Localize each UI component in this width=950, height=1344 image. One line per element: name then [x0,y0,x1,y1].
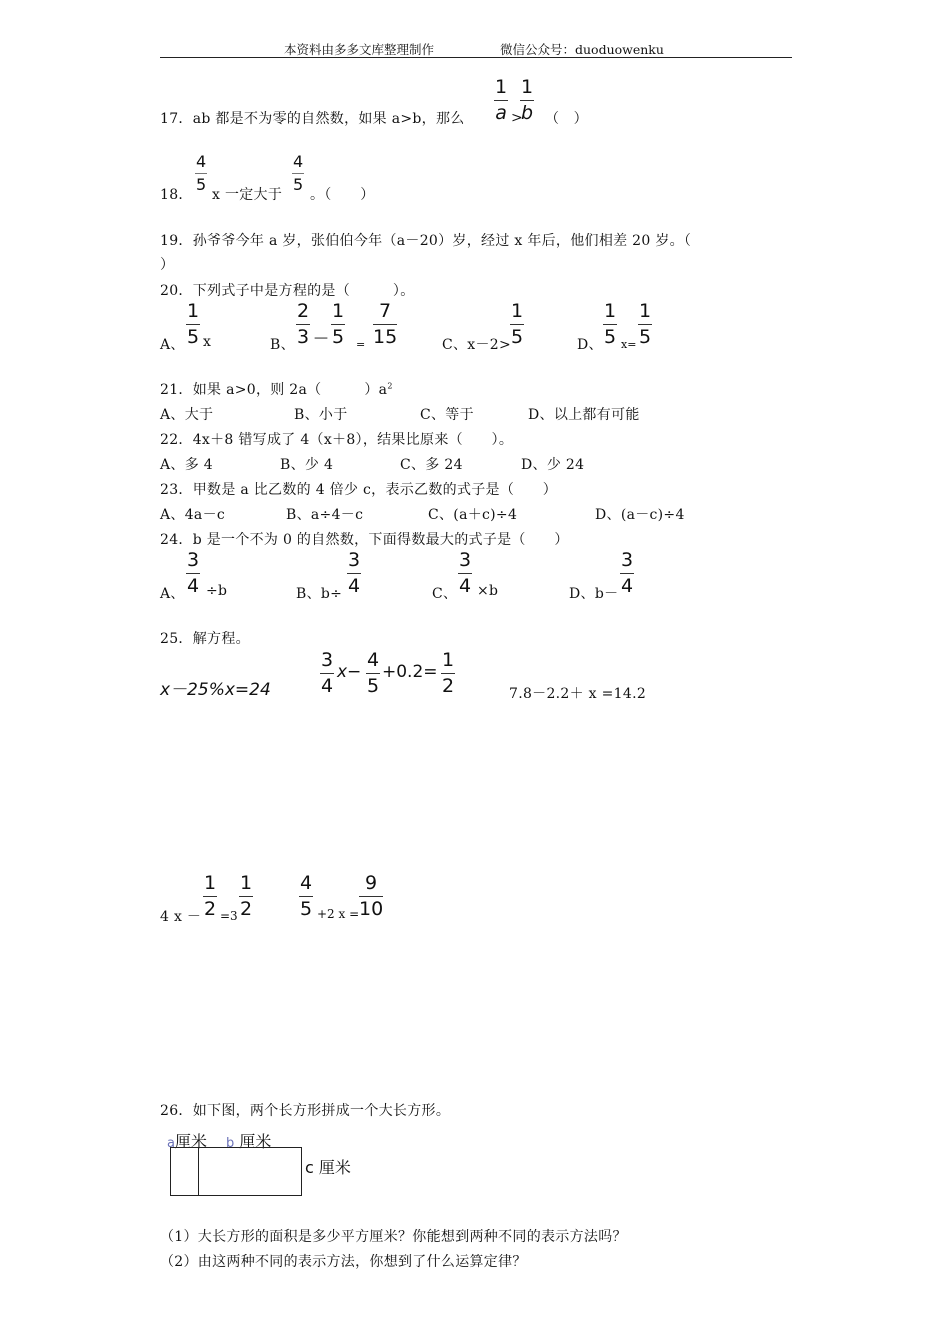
q25-eq5-f2-num: 9 [359,874,383,897]
q24-option-a-tail: ÷b [206,583,228,599]
q25-eq3: 7.8－2.2＋ x =14.2 [509,686,647,702]
q21-text [160,379,393,399]
q24-option-d-label: D、b－ [569,586,619,602]
q23-option-c: C、(a＋c)÷4 [428,507,518,523]
q26-sub2: （2）由这两种不同的表示方法，你想到了什么运算定律？ [160,1254,527,1270]
q17-paren: （ ） [545,111,588,127]
q24-option-c-tail: ×b [477,583,499,599]
q25-eq2-f3-den: 2 [442,675,455,697]
q22-option-c: C、多 24 [400,457,463,473]
q25-eq5-f2-den: 10 [359,898,384,920]
q17-gt: > [511,110,524,126]
q25-eq4-f2-den: 2 [240,898,253,920]
q20-option-b-frac3 [373,302,397,347]
q25-eq2-x: x− [337,662,362,682]
q25-eq4-pre: 4 x － [160,909,202,925]
q23-text: 23．甲数是 a 比乙数的 4 倍少 c，表示乙数的式子是（ ） [160,482,558,498]
q26-label-b-letter: b [226,1136,235,1151]
q20-text: 20．下列式子中是方程的是（ ）。 [160,283,415,299]
q24-b-num: 3 [347,551,361,574]
header-right: 微信公众号：duoduowenku [500,42,664,57]
q18-num: 18． [160,187,193,203]
q19-line1: 19．孙爷爷今年 a 岁，张伯伯今年（a－20）岁，经过 x 年后，他们相差 20 岁。（ [160,233,692,249]
q20-option-a-frac [186,302,200,347]
q26-sub1: （1）大长方形的面积是多少平方厘米？你能想到两种不同的表示方法吗？ [160,1229,627,1245]
q22-option-b: B、少 4 [280,457,334,473]
q20-option-b-frac2 [331,302,345,347]
header-rule [160,57,792,58]
q25-eq2-f1-den: 4 [321,675,334,697]
q18-frac2-num: 4 [292,154,304,174]
q20-c-num: 1 [510,302,524,325]
q18-frac1 [195,154,207,193]
q20-option-d-mid: x= [621,338,637,351]
q24-a-num: 3 [186,551,200,574]
q23-option-d: D、(a－c)÷4 [595,507,685,523]
header-left: 本资料由多多文库整理制作 [284,42,435,57]
q20-d1-den: 5 [604,326,617,348]
q25-eq5-f1-den: 5 [300,898,313,920]
q20-option-a-tail: x [203,334,212,350]
q18-frac2-den: 5 [293,175,304,194]
q26-text: 26．如下图，两个长方形拼成一个大长方形。 [160,1103,451,1119]
q20-option-d-label: D、 [577,337,603,353]
q20-d2-num: 1 [638,302,652,325]
q25-eq2-f1-num: 3 [320,651,334,674]
q24-a-den: 4 [187,575,200,597]
q26-label-a-letter: a [167,1136,175,1151]
q25-eq4-f1-den: 2 [204,898,217,920]
q20-b2-den: 5 [332,326,345,348]
q24-option-b-frac [347,551,361,596]
q25-eq5-frac2 [359,874,383,919]
q20-option-b-frac1 [296,302,310,347]
q23-option-b: B、a÷4－c [286,507,364,523]
q26-label-b-unit: 厘米 [239,1132,272,1151]
q18-frac1-den: 5 [196,175,207,194]
q20-c-den: 5 [511,326,524,348]
q20-b1-num: 2 [296,302,310,325]
q22-text: 22．4x＋8 错写成了 4（x＋8），结果比原来（ ）。 [160,432,514,448]
q20-option-c-label: C、x－2> [442,337,512,353]
q20-option-d-frac2 [638,302,652,347]
q20-d1-num: 1 [603,302,617,325]
q19-line2: ） [160,257,175,273]
q24-c-num: 3 [458,551,472,574]
q17-frac2-num: 1 [520,78,534,101]
q25-eq2-mid: +0.2= [382,662,438,682]
q26-label-a-unit: 厘米 [174,1132,207,1151]
q26-big-rectangle [170,1147,302,1196]
q20-option-a-label: A、 [160,337,185,353]
q20-b2-num: 1 [331,302,345,325]
q20-option-d-frac1 [603,302,617,347]
q26-label-c: c 厘米 [305,1158,351,1177]
q21-option-d: D、以上都有可能 [528,407,640,423]
q17-text: 17．ab 都是不为零的自然数，如果 a>b，那么 [160,111,465,127]
q23-option-a: A、4a－c [160,507,226,523]
q20-a-num: 1 [186,302,200,325]
q20-option-c-frac [510,302,524,347]
q22-option-d: D、少 24 [521,457,585,473]
q18-frac1-num: 4 [195,154,207,174]
q25-eq4-f1-num: 1 [203,874,217,897]
q24-d-den: 4 [621,575,634,597]
q25-eq4-frac1 [203,874,217,919]
q18-mid: x 一定大于 [212,187,283,203]
q25-eq2-frac1 [320,651,334,696]
q25-eq5-f1-num: 4 [299,874,313,897]
q17-frac1-den: a [495,102,507,124]
q24-option-d-frac [620,551,634,596]
q26-divider-line [198,1148,199,1195]
q24-option-b-label: B、b÷ [296,586,343,602]
q24-b-den: 4 [348,575,361,597]
q25-eq2-frac2 [366,651,380,696]
q20-option-b-eq: = [356,338,366,351]
q18-frac2 [292,154,304,193]
q21-option-b: B、小于 [294,407,348,423]
q24-option-a-frac [186,551,200,596]
q24-option-c-label: C、 [432,586,458,602]
q20-option-b-label: B、 [270,337,295,353]
q20-b3-num: 7 [373,302,397,325]
q25-eq2-f3-num: 1 [441,651,455,674]
q25-eq4-mid: =3 [220,909,238,923]
q21-sup: 2 [387,381,393,391]
q25-eq2-frac3 [441,651,455,696]
q21-option-c: C、等于 [420,407,474,423]
q17-frac1-num: 1 [494,78,508,101]
q25-eq2-f2-num: 4 [366,651,380,674]
q24-d-num: 3 [620,551,634,574]
q18-tail: 。（ ） [310,187,375,203]
q20-b3-den: 15 [373,326,398,348]
q25-eq4-frac2 [239,874,253,919]
q25-eq4-f2-num: 1 [239,874,253,897]
q22-option-a: A、多 4 [160,457,213,473]
q20-b1-den: 3 [297,326,310,348]
q25-eq1: x－25%x=24 [160,680,271,700]
q24-c-den: 4 [459,575,472,597]
q20-d2-den: 5 [639,326,652,348]
q20-a-den: 5 [187,326,200,348]
q25-eq2-f2-den: 5 [367,675,380,697]
q17-frac2-den: b [521,102,534,124]
q25-eq5-frac1 [299,874,313,919]
q25-text: 25．解方程。 [160,631,250,647]
q24-text: 24．b 是一个不为 0 的自然数，下面得数最大的式子是（ ） [160,532,569,548]
q25-eq5-mid: +2 x = [317,907,360,921]
q17-frac2 [520,78,534,123]
q21-text-body: 21．如果 a>0，则 2a（ ）a [160,382,388,398]
q21-option-a: A、大于 [160,407,214,423]
q20-option-b-minus: — [314,330,329,346]
q17-frac1 [494,78,508,123]
q24-option-a-label: A、 [160,586,185,602]
q24-option-c-frac [458,551,472,596]
